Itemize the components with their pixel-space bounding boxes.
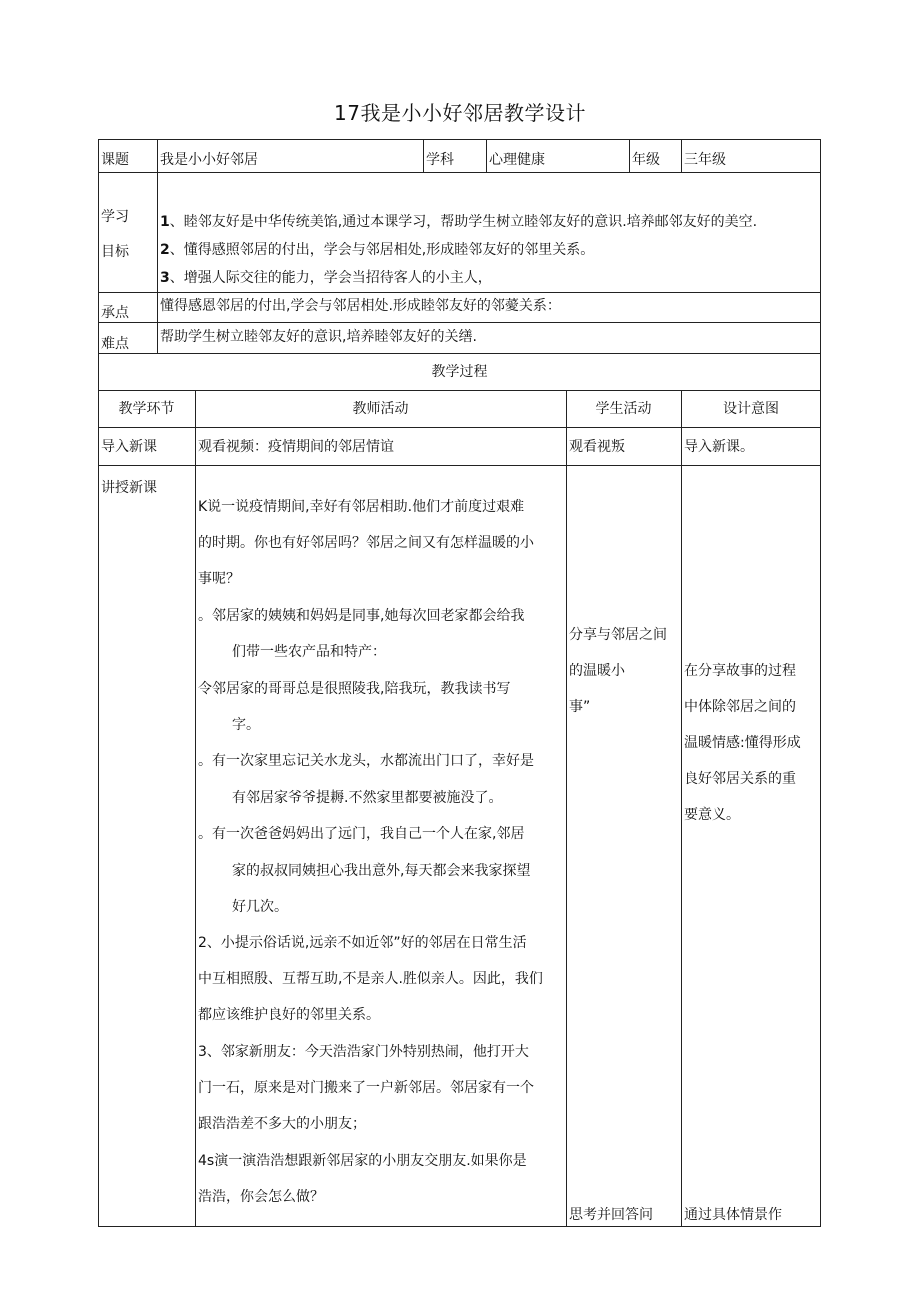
page-title: 17我是小小好邻居教学设计 (334, 101, 586, 125)
lecture-stage: 讲授新课 (101, 480, 157, 496)
intent-line: 良好邻居关系的重 (684, 771, 796, 787)
teacher-line: 4s演一演浩浩想跟新邻居家的小朋友交朋友.如果你是 (198, 1153, 527, 1169)
student-line: 思考并回答问 (569, 1207, 653, 1223)
teacher-line: 们带一些农产品和特产： (232, 644, 386, 660)
teacher-line: 。有一次爸爸妈妈出了远门，我自己一个人在家,邻居 (198, 826, 525, 842)
teacher-line: 的时期。你也有好邻居吗？邻居之间又有怎样温暖的小 (198, 535, 534, 551)
header-intent: 设计意图 (723, 401, 779, 417)
intro-student: 观看视叛 (569, 439, 625, 455)
col-divider (629, 139, 630, 172)
teacher-line: 浩浩，你会怎么做？ (198, 1189, 324, 1205)
col-divider (681, 390, 682, 1227)
intent-line: 温暖情感:懂得形成 (684, 735, 801, 751)
teacher-line: 有邻居家爷爷提耨.不然家里都要被施没了。 (232, 790, 503, 806)
row-divider (98, 465, 821, 466)
intent-line: 要意义。 (684, 807, 740, 823)
row-divider (98, 427, 821, 428)
goal-item: 1、睦邻友好是中华传统美馅,通过本课学习，帮助学生树立睦邻友好的意识.培养邮邻友好的美空. (160, 214, 758, 230)
row-divider (98, 322, 821, 323)
teacher-line: 。邻居家的姨姨和妈妈是同事,她每次回老家都会给我 (198, 608, 525, 624)
col-divider (195, 390, 196, 1227)
col-divider (157, 139, 158, 353)
keypoint-text: 懂得感恩邻居的付出,学会与邻居相处.形成睦邻友好的邻薆关系： (160, 298, 561, 314)
teacher-line: 中互相照殷、互帮互助,不是亲人.胜似亲人。因此，我们 (198, 971, 543, 987)
teacher-line: 字。 (232, 717, 260, 733)
row-divider (98, 292, 821, 293)
teacher-line: 门一石，原来是对门搬来了一户新邻居。邻居家有一个 (198, 1080, 534, 1096)
row-divider (98, 390, 821, 391)
subject-value: 心理健康 (489, 152, 545, 168)
process-title: 教学过程 (431, 364, 488, 380)
difficulty-text: 帮助学生树立睦邻友好的意识,培养睦邻友好的关缮. (160, 329, 477, 345)
subject-label: 学科 (426, 152, 454, 168)
col-divider (681, 139, 682, 172)
goal-item: 2、懂得感照邻居的付出，学会与邻居相处,形成睦邻友好的邻里关系。 (160, 242, 595, 258)
teacher-line: 家的叔叔同姨担心我出意外,每天都会来我家探望 (232, 863, 531, 879)
grade-label: 年级 (632, 152, 660, 168)
teacher-line: 好几次。 (232, 899, 288, 915)
intro-teacher: 观看视频：疫情期间的邻居情谊 (198, 439, 394, 455)
student-line: 的温暖小 (569, 663, 625, 679)
header-teacher: 教师活动 (352, 401, 409, 417)
col-divider (423, 139, 424, 172)
student-line: 事” (569, 699, 591, 715)
col-divider (566, 390, 567, 1227)
goals-label: 目标 (101, 244, 129, 260)
teacher-line: 事呢？ (198, 571, 240, 587)
teacher-line: 2、小提示俗话说,远亲不如近邻”好的邻居在日常生活 (198, 935, 527, 951)
course-value: 我是小小好邻居 (160, 152, 258, 168)
intent-line: 通过具体情景作 (684, 1207, 782, 1223)
grade-value: 三年级 (684, 152, 726, 168)
keypoint-label: 承点 (101, 305, 129, 321)
course-label: 课题 (101, 152, 129, 168)
goal-item: 3、增强人际交往的能力，学会当招待客人的小主人， (160, 270, 492, 286)
row-divider (98, 172, 821, 173)
teacher-line: 。有一次家里忘记关水龙头，水都流出门口了，幸好是 (198, 753, 534, 769)
intent-line: 中体除邻居之间的 (684, 699, 796, 715)
teacher-line: 3、邻家新朋友：今天浩浩家门外特别热闹，他打开大 (198, 1044, 529, 1060)
goals-label: 学习 (101, 209, 129, 225)
teacher-line: 跟浩浩差不多大的小朋友； (198, 1116, 366, 1132)
col-divider (486, 139, 487, 172)
header-stage: 教学环节 (118, 401, 175, 417)
intent-line: 在分享故事的过程 (684, 663, 796, 679)
intro-intent: 导入新课。 (684, 439, 754, 455)
teacher-line: 都应该维护良好的邻里关系。 (198, 1007, 380, 1023)
row-divider (98, 353, 821, 354)
difficulty-label: 难点 (101, 336, 129, 352)
intro-stage: 导入新课 (101, 439, 157, 455)
student-line: 分享与邻居之间 (569, 627, 667, 643)
header-student: 学生活动 (595, 401, 652, 417)
teacher-line: 令邻居家的哥哥总是很照陵我,陪我玩，教我读书写 (198, 681, 511, 697)
teacher-line: K说一说疫情期间,幸好有邻居相助.他们才前度过艰难 (198, 499, 525, 515)
